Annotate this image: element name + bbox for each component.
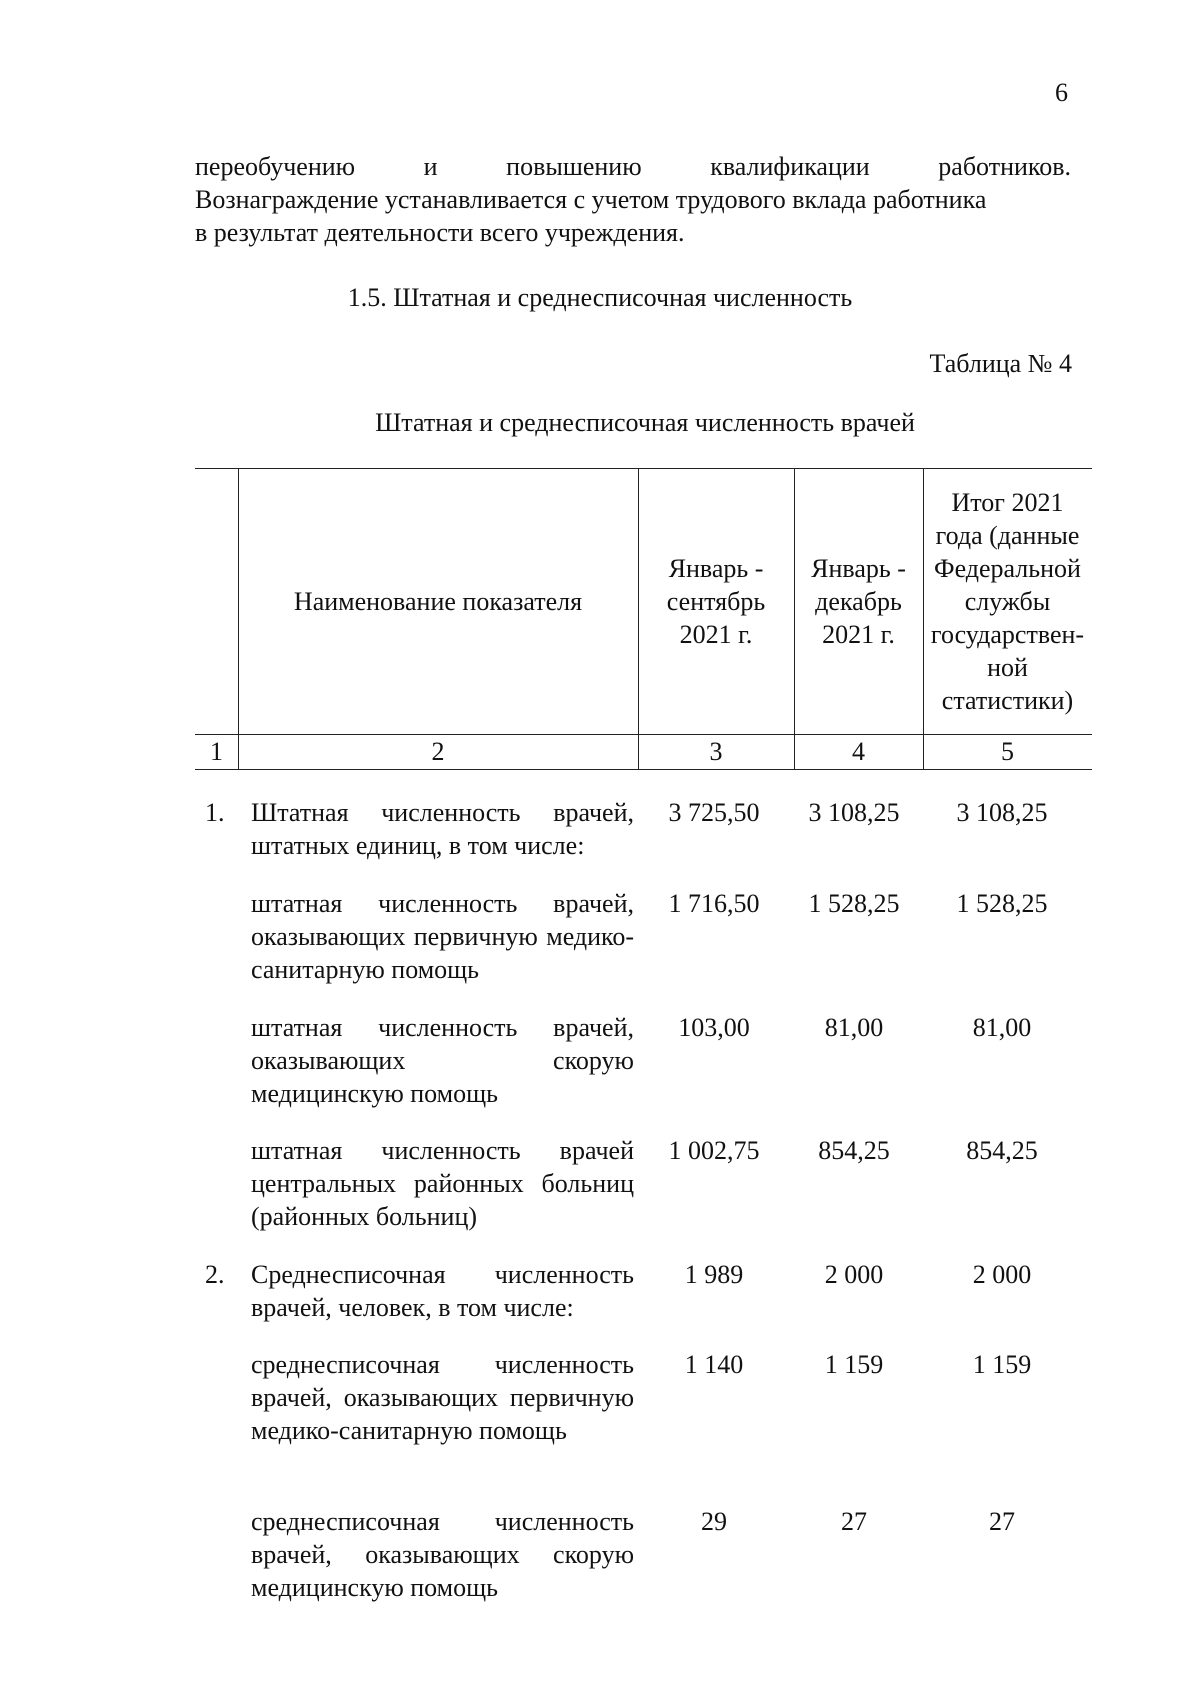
value-total: 854,25 — [966, 1136, 1038, 1165]
header-col1 — [195, 469, 238, 734]
row-label: Среднесписочная численность врачей, человек, в том числе: — [251, 1260, 634, 1322]
row-index: 1. — [205, 798, 225, 827]
value-total: 1 528,25 — [956, 889, 1048, 918]
intro-line-2: Вознаграждение устанавливается с учетом трудового вклада работника — [195, 185, 987, 214]
value-jan-dec: 3 108,25 — [808, 798, 900, 827]
column-number-3: 3 — [709, 736, 723, 766]
header-col3: Январь - сентябрь 2021 г. — [666, 554, 766, 649]
row-label: штатная численность врачей, оказывающих первичную медико-санитарную помощь — [251, 889, 634, 984]
section-heading: 1.5. Штатная и среднесписочная численность — [347, 283, 853, 312]
value-total: 81,00 — [972, 1013, 1032, 1042]
value-jan-dec: 2 000 — [824, 1260, 884, 1289]
row-label: штатная численность врачей, оказывающих скорую медицинскую помощь — [251, 1013, 634, 1108]
value-jan-sep: 3 725,50 — [668, 798, 760, 827]
column-number-5: 5 — [1001, 736, 1014, 766]
value-total: 2 000 — [972, 1260, 1032, 1289]
page-number: 6 — [1055, 78, 1068, 107]
value-jan-sep: 1 716,50 — [668, 889, 760, 918]
header-col2: Наименование показателя — [293, 587, 583, 616]
value-total: 1 159 — [972, 1350, 1032, 1379]
value-jan-dec: 27 — [841, 1507, 867, 1536]
table-title: Штатная и среднесписочная численность врачей — [375, 408, 915, 437]
intro-paragraph — [195, 150, 1071, 249]
row-label: Штатная численность врачей, штатных единиц, в том числе: — [251, 798, 634, 860]
column-number-2: 2 — [431, 736, 445, 766]
row-index: 2. — [205, 1260, 225, 1289]
value-jan-sep: 1 002,75 — [668, 1136, 760, 1165]
column-number-1: 1 — [210, 736, 223, 766]
value-jan-dec: 854,25 — [818, 1136, 890, 1165]
value-jan-sep: 29 — [701, 1507, 727, 1536]
value-jan-dec: 1 159 — [824, 1350, 884, 1379]
row-label: среднесписочная численность врачей, оказывающих первичную медико-санитарную помощь — [251, 1350, 634, 1445]
column-number-4: 4 — [852, 736, 865, 766]
value-jan-dec: 81,00 — [824, 1013, 884, 1042]
value-total: 27 — [989, 1507, 1015, 1536]
value-jan-dec: 1 528,25 — [808, 889, 900, 918]
table-header — [195, 468, 1092, 770]
row-label: среднесписочная численность врачей, оказывающих скорую медицинскую помощь — [251, 1507, 634, 1602]
intro-line-3: в результат деятельности всего учреждения. — [195, 218, 685, 247]
value-jan-sep: 1 140 — [684, 1350, 744, 1379]
header-col4: Январь - декабрь 2021 г. — [811, 554, 906, 649]
row-label: штатная численность врачей центральных районных больниц (районных больниц) — [251, 1136, 634, 1231]
header-col5: Итог 2021 года (данные Федеральной службы государствен-ной статистики) — [930, 488, 1085, 715]
intro-line-1: переобучению и повышению квалификации работников. — [195, 152, 1071, 181]
table-number-label: Таблица № 4 — [929, 349, 1072, 378]
value-jan-sep: 1 989 — [684, 1260, 744, 1289]
value-jan-sep: 103,00 — [678, 1013, 750, 1042]
value-total: 3 108,25 — [956, 798, 1048, 827]
